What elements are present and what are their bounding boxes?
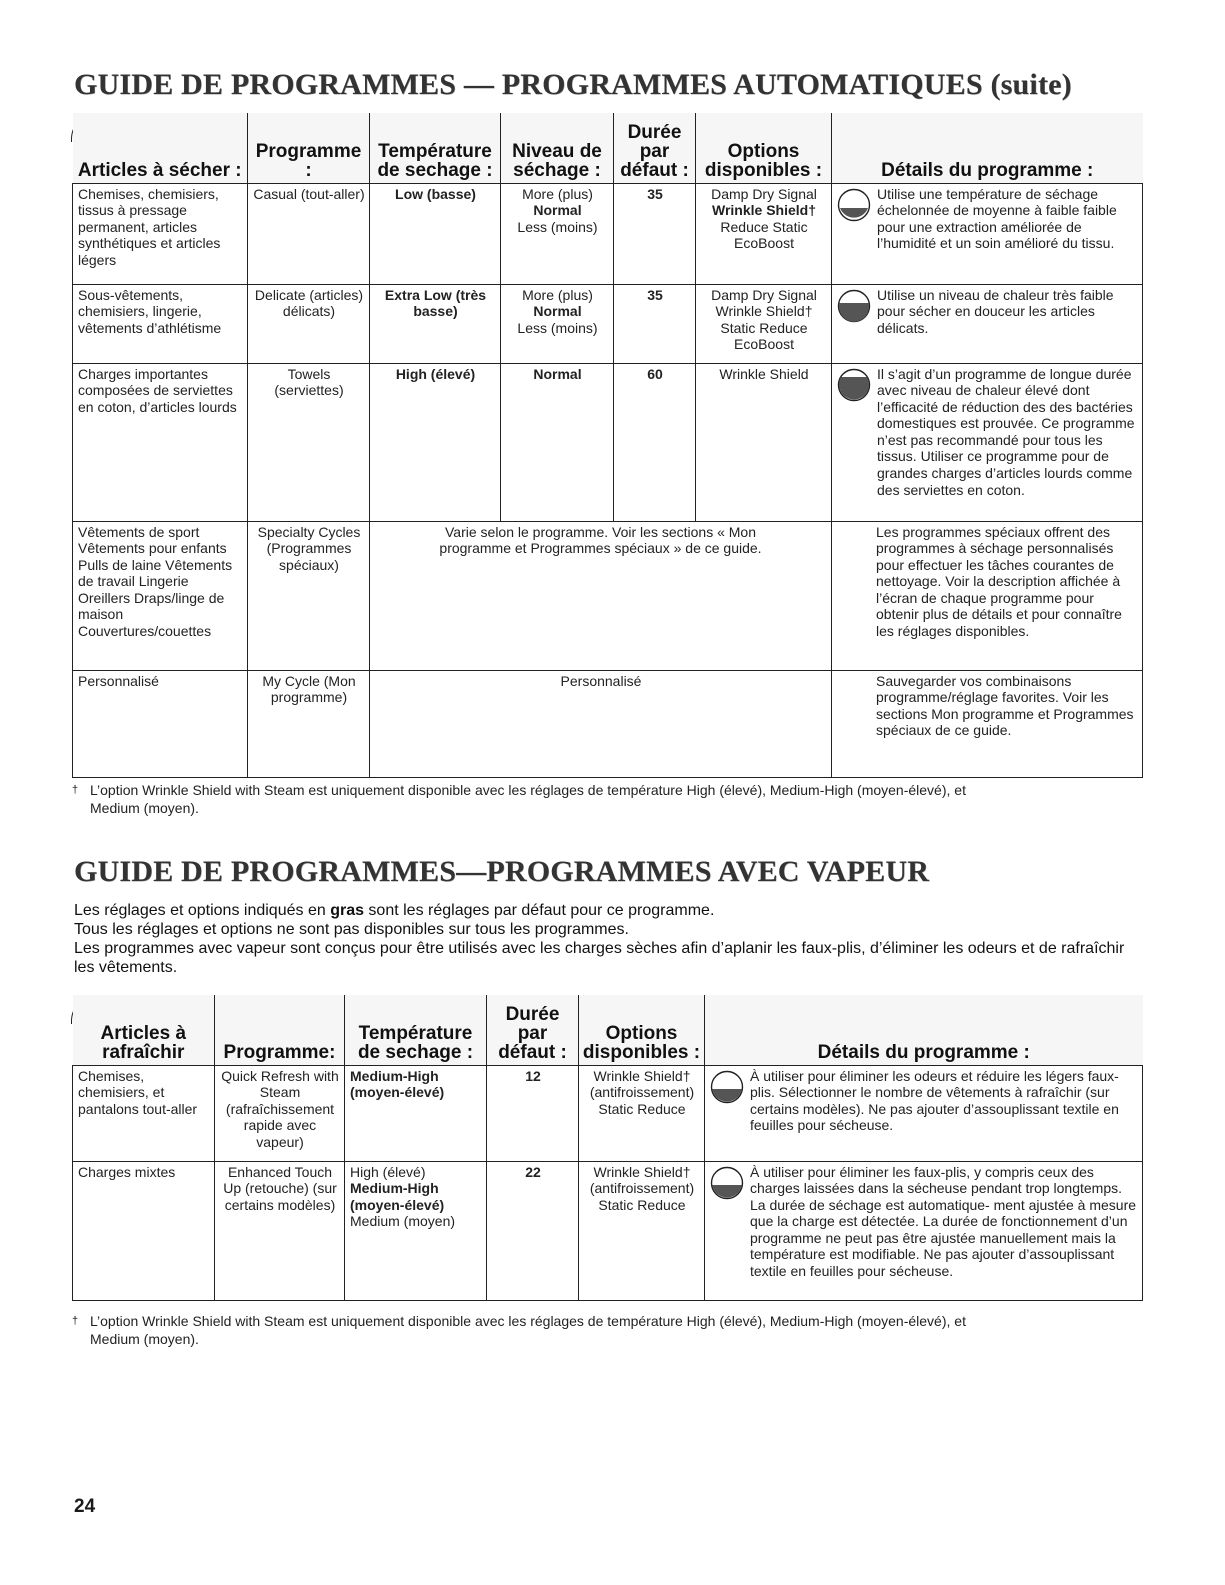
auto-programs-table xyxy=(72,113,1143,778)
cell-niveau xyxy=(501,183,614,284)
cell-programme: Enhanced Touch Up (retouche) (sur certains modèles) xyxy=(215,1161,345,1300)
table-row xyxy=(73,521,1143,670)
footnote-dagger: † xyxy=(72,1315,79,1327)
cell-articles: Chemises, chemisiers, et pantalons tout-aller xyxy=(73,1065,215,1161)
cell-niveau: Normal xyxy=(501,363,614,521)
cell-details xyxy=(832,363,1143,521)
cell-duree: 35 xyxy=(614,183,696,284)
header-articles: Articles à rafraîchir xyxy=(73,995,215,1065)
table-row xyxy=(73,363,1143,521)
steam-programs-table xyxy=(72,995,1143,1301)
option: Damp Dry Signal xyxy=(711,185,817,202)
cell-duree: 60 xyxy=(614,363,696,521)
cell-programme: Delicate (articles) délicats) xyxy=(248,284,370,363)
cell-programme: Casual (tout-aller) xyxy=(248,183,370,284)
header-options: Options disponibles : xyxy=(579,995,705,1065)
option: EcoBoost xyxy=(734,235,794,252)
footnote-steam xyxy=(72,1312,1092,1348)
details-text: À utiliser pour éliminer les faux-plis, y compris ceux des charges laissées dans la sécheuse pendant trop longtemps. La durée de séchage est automatique- ment ajustée à mesure que la charge est détectée. La durée de fonctionnement d’un programme ne peut pas être ajustée manuellement mais la température est modifiable. Ne pas ajouter d’assouplissant textile en feuilles pour sécheuse. xyxy=(750,1163,1137,1280)
header-details: Détails du programme : xyxy=(832,113,1143,183)
cell-temperature: High (élevé) xyxy=(370,363,501,521)
cell-programme: Quick Refresh with Steam (rafraîchissement rapide avec vapeur) xyxy=(215,1065,345,1161)
cell-programme: Towels (serviettes) xyxy=(248,363,370,521)
cell-options xyxy=(696,183,832,284)
cell-merged-note: Varie selon le programme. Voir les sections « Mon programme et Programmes spéciaux » de ce guide. xyxy=(370,521,832,670)
option: Wrinkle Shield xyxy=(719,365,809,382)
option: Wrinkle Shield† xyxy=(593,1067,691,1084)
niveau-option: More (plus) xyxy=(522,286,593,303)
cell-details: Sauvegarder vos combinaisons programme/réglage favorites. Voir les sections Mon programme et Programmes spéciaux de ce guide. xyxy=(832,670,1143,777)
cell-options xyxy=(696,363,832,521)
cell-details xyxy=(705,1065,1143,1161)
intro-text: Les programmes avec vapeur sont conçus pour être utilisés avec les charges sèches afin d’aplanir les faux-plis, d’éliminer les odeurs et de rafraîchir les vêtements. xyxy=(74,940,1125,976)
cell-details xyxy=(705,1161,1143,1300)
details-text: Utilise une température de séchage échelonnée de moyenne à faible faible pour une extraction améliorée de l’humidité et un soin amélioré du tissu. xyxy=(877,185,1117,252)
option: Wrinkle Shield† xyxy=(715,303,813,320)
cell-temperature xyxy=(345,1065,487,1161)
cell-articles: Personnalisé xyxy=(73,670,248,777)
section-title-auto: GUIDE DE PROGRAMMES — PROGRAMMES AUTOMATIQUES (suite) xyxy=(74,68,1072,101)
cell-programme: Specialty Cycles (Programmes spéciaux) xyxy=(248,521,370,670)
intro-bold-word: gras xyxy=(330,902,364,919)
option: Static Reduce xyxy=(598,1196,686,1213)
high-level-dial-icon xyxy=(837,368,871,402)
intro-text: Tous les réglages et options ne sont pas disponibles sur tous les programmes. xyxy=(74,921,629,938)
niveau-option: More (plus) xyxy=(522,185,593,202)
table-row xyxy=(73,284,1143,363)
footnote-text: L’option Wrinkle Shield with Steam est uniquement disponible avec les réglages de température High (élevé), Medium-High (moyen-élevé), et xyxy=(90,1313,966,1329)
details-text: À utiliser pour éliminer les odeurs et réduire les légers faux-plis. Sélectionner le nombre de vêtements à rafraîchir (sur certains modèles). Ne pas ajouter d’assouplissant textile en feuilles pour sécheuse. xyxy=(750,1067,1119,1134)
header-options: Options disponibles : xyxy=(696,113,832,183)
cell-articles: Chemises, chemisiers, tissus à pressage permanent, articles synthétiques et articles légers xyxy=(73,183,248,284)
option-default: Wrinkle Shield† xyxy=(712,202,816,219)
temperature-option: Medium (moyen) xyxy=(350,1213,456,1230)
niveau-option: Less (moins) xyxy=(517,319,598,336)
table-header-row xyxy=(73,995,1143,1065)
header-temperature: Température de sechage : xyxy=(345,995,487,1065)
details-text: Utilise un niveau de chaleur très faible pour sécher en douceur les articles délicats. xyxy=(877,286,1114,336)
niveau-option: Less (moins) xyxy=(517,218,598,235)
footnote-dagger: † xyxy=(72,784,79,796)
cell-articles: Vêtements de sport Vêtements pour enfants Pulls de laine Vêtements de travail Lingerie Oreillers Draps/linge de maison Couvertures/couettes xyxy=(73,521,248,670)
cell-merged-note: Personnalisé xyxy=(370,670,832,777)
option: Reduce Static xyxy=(720,218,808,235)
section-title-steam: GUIDE DE PROGRAMMES—PROGRAMMES AVEC VAPEUR xyxy=(74,855,930,888)
header-duree: Durée par défaut : xyxy=(614,113,696,183)
footnote-text-2: Medium (moyen). xyxy=(90,800,199,816)
cell-programme: My Cycle (Mon programme) xyxy=(248,670,370,777)
cell-articles: Sous-vêtements, chemisiers, lingerie, vêtements d’athlétisme xyxy=(73,284,248,363)
header-programme: Programme : xyxy=(248,113,370,183)
cell-duree: 22 xyxy=(487,1161,579,1300)
header-programme: Programme: xyxy=(215,995,345,1065)
table-header-row xyxy=(73,113,1143,183)
half-level-dial-icon xyxy=(837,188,871,222)
header-temperature: Température de sechage : xyxy=(370,113,501,183)
temperature-default-fr: (moyen-élevé) xyxy=(350,1084,445,1101)
details-text: Il s’agit d’un programme de longue durée avec niveau de chaleur élevé dont l’efficacité de réduction des des bactéries domestiques est prouvée. Ce programme n’est pas recommandé pour tous les tissus. Utiliser ce programme pour de grandes charges d’articles lourds comme des serviettes en coton. xyxy=(877,365,1135,498)
medium-high-dial-icon xyxy=(710,1070,744,1104)
option: Damp Dry Signal xyxy=(711,286,817,303)
option: Static Reduce xyxy=(720,319,808,336)
temperature-default-fr: (moyen-élevé) xyxy=(350,1196,445,1213)
cell-articles: Charges importantes composées de serviettes en coton, d’articles lourds xyxy=(73,363,248,521)
cell-niveau xyxy=(501,284,614,363)
table-row xyxy=(73,670,1143,777)
cell-options xyxy=(696,284,832,363)
page-number: 24 xyxy=(74,1496,96,1517)
footnote-text: L’option Wrinkle Shield with Steam est uniquement disponible avec les réglages de température High (élevé), Medium-High (moyen-élevé), et xyxy=(90,782,966,798)
table-row xyxy=(73,1065,1143,1161)
steam-intro xyxy=(74,901,1144,977)
header-articles: Articles à sécher : xyxy=(73,113,248,183)
cell-details xyxy=(832,284,1143,363)
niveau-option-default: Normal xyxy=(533,202,582,219)
temperature-default: Medium-High xyxy=(350,1067,439,1084)
cell-options xyxy=(579,1161,705,1300)
cell-temperature xyxy=(345,1161,487,1300)
option: EcoBoost xyxy=(734,336,794,353)
option: Static Reduce xyxy=(598,1100,686,1117)
intro-text: Les réglages et options indiqués en xyxy=(74,902,331,919)
temperature-default: Medium-High xyxy=(350,1180,439,1197)
cell-duree: 35 xyxy=(614,284,696,363)
option: Wrinkle Shield† xyxy=(593,1163,691,1180)
table-row xyxy=(73,1161,1143,1300)
temperature-option: High (élevé) xyxy=(350,1163,426,1180)
cell-details: Les programmes spéciaux offrent des programmes à séchage personnalisés pour effectuer les tâches courantes de nettoyage. Voir la description affichée à l’écran de chaque programme pour obtenir plus de détails et pour connaître les réglages disponibles. xyxy=(832,521,1143,670)
intro-text: sont les réglages par défaut pour ce programme. xyxy=(363,902,715,919)
cell-temperature: Extra Low (très basse) xyxy=(370,284,501,363)
header-duree: Durée par défaut : xyxy=(487,995,579,1065)
header-details: Détails du programme : xyxy=(705,995,1143,1065)
cell-duree: 12 xyxy=(487,1065,579,1161)
cell-articles: Charges mixtes xyxy=(73,1161,215,1300)
header-niveau: Niveau de séchage : xyxy=(501,113,614,183)
low-level-dial-icon xyxy=(837,289,871,323)
footnote-text-2: Medium (moyen). xyxy=(90,1331,199,1347)
medium-high-dial-icon xyxy=(710,1166,744,1200)
option: (antifroissement) xyxy=(589,1180,695,1197)
table-row xyxy=(73,183,1143,284)
cell-temperature: Low (basse) xyxy=(370,183,501,284)
footnote-auto xyxy=(72,781,1092,817)
cell-details xyxy=(832,183,1143,284)
option: (antifroissement) xyxy=(589,1084,695,1101)
cell-options xyxy=(579,1065,705,1161)
niveau-option-default: Normal xyxy=(533,303,582,320)
